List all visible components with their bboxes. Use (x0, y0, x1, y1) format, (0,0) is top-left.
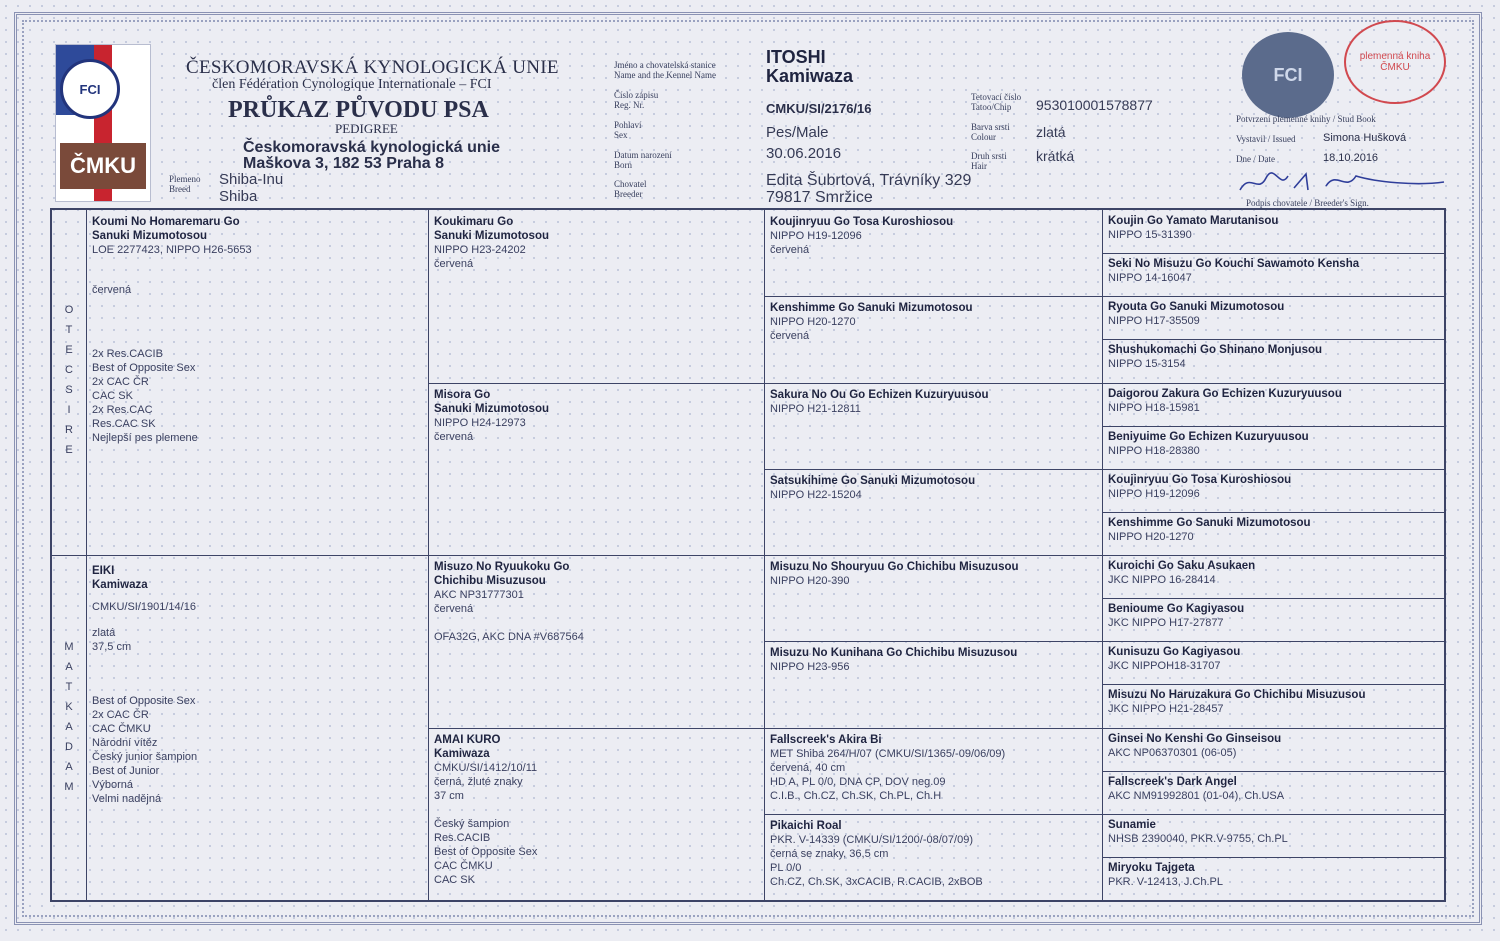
pedigree-text: NIPPO H20-1270 (770, 316, 856, 329)
pedigree-text: C.I.B., Ch.CZ, Ch.SK, Ch.PL, Ch.H (770, 789, 942, 802)
issued-label: Vystavil / Issued (1236, 134, 1296, 144)
great-great-grandparent-cell (1108, 602, 1438, 630)
pedigree-text: Nejlepší pes plemene (92, 432, 198, 444)
pedigree-text: Misuzu No Haruzakura Go Chichibu Misuzusou (1108, 689, 1366, 702)
dog-reg-number: CMKU/SI/2176/16 (766, 101, 872, 116)
grandparent-cell (434, 388, 758, 444)
pedigree-text: zlatá (92, 627, 116, 639)
sex-label: Pohlaví Sex (614, 120, 642, 140)
pedigree-text: PKR. V-12413, J.Ch.PL (1108, 875, 1223, 888)
great-great-grandparent-cell (1108, 775, 1438, 803)
great-grandparent-cell (770, 388, 1096, 416)
pedigree-text: Koumi No Homaremaru Go (92, 216, 240, 228)
pedigree-text: 2x CAC ČR (92, 376, 149, 388)
pedigree-text: AKC NM91992801 (01-04), Ch.USA (1108, 789, 1285, 802)
pedigree-text: NIPPO H18-28380 (1108, 444, 1200, 457)
great-grandparent-cell (770, 474, 1096, 502)
pedigree-text: Daigorou Zakura Go Echizen Kuzuryuusou (1108, 387, 1342, 400)
pedigree-text: Fallscreek's Dark Angel (1108, 775, 1237, 788)
pedigree-text: Beniyuime Go Echizen Kuzuryuusou (1108, 430, 1309, 443)
great-great-grandparent-cell (1108, 818, 1438, 846)
pedigree-text: červená (434, 430, 474, 443)
pedigree-text: Best of Opposite Sex (92, 362, 196, 374)
issue-date: 18.10.2016 (1323, 152, 1379, 164)
pedigree-text: Kuroichi Go Saku Asukaen (1108, 560, 1256, 572)
pedigree-text: CMKU/SI/1412/10/11 (434, 761, 538, 774)
pedigree-text: 37 cm (434, 789, 464, 802)
pedigree-text: Koukimaru Go (434, 216, 514, 228)
pedigree-text: Best of Junior (92, 765, 160, 777)
great-grandparent-cell (770, 819, 1096, 889)
great-grandparent-cell (770, 646, 1096, 674)
stud-book-label: Potvrzení plemenné knihy / Stud Book (1236, 114, 1376, 124)
breeder-label: Chovatel Breeder (614, 179, 647, 199)
pedigree-text: Satsukihime Go Sanuki Mizumotosou (770, 474, 976, 487)
colour-label: Barva srsti Colour (971, 122, 1010, 142)
great-great-grandparent-cell (1108, 257, 1438, 285)
fci-globe-icon: FCI (60, 59, 120, 119)
great-great-grandparent-cell (1108, 559, 1438, 587)
issuer-name: Českomoravská kynologická unie (243, 139, 500, 156)
pedigree-text: červená (770, 244, 810, 256)
pedigree-text: Sanuki Mizumotosou (92, 230, 207, 242)
pedigree-text: Fallscreek's Akira Bi (770, 733, 882, 746)
cmku-fci-logo (55, 44, 151, 202)
pedigree-text: PL 0/0 (770, 861, 802, 874)
breed-label: Plemeno Breed (169, 174, 201, 194)
pedigree-text: NIPPO H22-15204 (770, 488, 862, 501)
pedigree-text: Shushukomachi Go Shinano Monjusou (1108, 344, 1323, 357)
pedigree-text: Kenshimme Go Sanuki Mizumotosou (770, 302, 973, 315)
pedigree-text: Chichibu Misuzusou (434, 575, 546, 587)
pedigree-text: Kunisuzu Go Kagiyasou (1108, 646, 1241, 659)
great-great-grandparent-cell (1108, 645, 1438, 673)
reg-label: Číslo zápisu Reg. Nr. (614, 90, 659, 110)
org-name: ČESKOMORAVSKÁ KYNOLOGICKÁ UNIE (186, 57, 559, 78)
pedigree-text: červená (770, 330, 810, 343)
pedigree-text: CAC SK (92, 390, 133, 402)
great-great-grandparent-cell (1108, 300, 1438, 328)
pedigree-text: Misuzu No Kunihana Go Chichibu Misuzusou (770, 647, 1018, 660)
issued-by: Simona Hušková (1323, 132, 1407, 144)
pedigree-text: Misuzo No Ryuukoku Go (434, 561, 570, 573)
date-label: Dne / Date (1236, 154, 1275, 164)
pedigree-text: JKC NIPPO 16-28414 (1108, 574, 1216, 586)
pedigree-text: Sanuki Mizumotosou (434, 230, 549, 242)
pedigree-text: JKC NIPPOH18-31707 (1108, 660, 1221, 673)
pedigree-text (434, 616, 758, 630)
dam-side-label: M A T K A D A M (64, 641, 74, 793)
cmku-logo-icon: ČMKU (60, 143, 146, 189)
great-great-grandparent-cell (1108, 516, 1438, 544)
great-grandparent-cell (770, 215, 1096, 257)
breed-value-1: Shiba-Inu (219, 171, 284, 188)
pedigree-text: CAC SK (434, 873, 475, 886)
pedigree-text: 2x Res.CAC (92, 404, 153, 416)
pedigree-text: CAC ČMKU (434, 859, 493, 872)
pedigree-text: AMAI KURO (434, 733, 501, 746)
sire-side-label: O T E C S I R E (64, 304, 74, 456)
name-label: Jméno a chovatelská stanice Name and the Kennel Name (614, 60, 716, 80)
breed-value-2: Shiba (219, 188, 258, 205)
pedigree-text: JKC NIPPO H17-27877 (1108, 617, 1224, 630)
pedigree-text: Misora Go (434, 388, 491, 401)
pedigree-text: Ginsei No Kenshi Go Ginseisou (1108, 732, 1282, 745)
pedigree-text: Sakura No Ou Go Echizen Kuzuryuusou (770, 388, 989, 401)
dog-name: ITOSHI (766, 47, 826, 67)
pedigree-table (50, 208, 1446, 902)
pedigree-text: červená (434, 258, 474, 270)
pedigree-text: EIKI (92, 565, 115, 577)
pedigree-text: Seki No Misuzu Go Kouchi Sawamoto Kensha (1108, 258, 1360, 271)
dam-cell (92, 560, 422, 806)
pedigree-text: Ch.CZ, Ch.SK, 3xCACIB, R.CACIB, 2xBOB (770, 875, 983, 888)
pedigree-text: AKC NP06370301 (06-05) (1108, 746, 1237, 759)
pedigree-text: NIPPO H18-15981 (1108, 401, 1200, 414)
great-great-grandparent-cell (1108, 387, 1438, 415)
pedigree-text: Český šampion (434, 817, 510, 830)
pedigree-text: Ryouta Go Sanuki Mizumotosou (1108, 301, 1285, 314)
pedigree-text: Benioume Go Kagiyasou (1108, 603, 1245, 616)
great-grandparent-cell (770, 301, 1096, 343)
pedigree-text: 2x CAC ČR (92, 709, 149, 721)
pedigree-text: NIPPO H24-12973 (434, 416, 526, 429)
grandparent-cell (434, 560, 758, 644)
pedigree-text: NIPPO H19-12096 (770, 230, 862, 242)
pedigree-text (434, 803, 758, 817)
pedigree-text: Kamiwaza (434, 747, 490, 760)
pedigree-text: MET Shiba 264/H/07 (CMKU/SI/1365/-09/06/09) (770, 747, 1006, 760)
pedigree-text: Best of Opposite Sex (92, 695, 196, 707)
pedigree-text: NIPPO H21-12811 (770, 402, 861, 415)
document-subtitle: PEDIGREE (335, 121, 398, 136)
pedigree-text: Pikaichi Roal (770, 819, 842, 832)
pedigree-text: Res.CACIB (434, 831, 491, 844)
pedigree-text: NHSB 2390040, PKR.V-9755, Ch.PL (1108, 832, 1288, 845)
pedigree-text: 2x Res.CACIB (92, 348, 163, 360)
sire-cell (92, 215, 422, 445)
pedigree-text: Kamiwaza (92, 579, 148, 591)
hair-value: krátká (1036, 148, 1075, 164)
great-grandparent-cell (770, 560, 1096, 588)
great-great-grandparent-cell (1108, 214, 1438, 242)
pedigree-text: Národní vítěz (92, 737, 158, 749)
pedigree-text: Koujinryuu Go Tosa Kuroshiosou (770, 216, 954, 228)
pedigree-text: 37,5 cm (92, 641, 132, 653)
pedigree-text: JKC NIPPO H21-28457 (1108, 703, 1224, 716)
breeder-line-1: Edita Šubrtová, Trávníky 329 (766, 172, 972, 189)
dog-born: 30.06.2016 (766, 145, 842, 162)
pedigree-text: Výborná (92, 779, 133, 791)
pedigree-text: PKR. V-14339 (CMKU/SI/1200/-08/07/09) (770, 833, 973, 846)
dog-sex: Pes/Male (766, 124, 829, 141)
chip-label: Tetovací číslo Tatoo/Chip (971, 92, 1022, 112)
pedigree-text: Res.CAC SK (92, 418, 156, 430)
pedigree-text: Český junior šampion (92, 751, 198, 763)
breeder-signature (1236, 168, 1448, 198)
chip-number: 953010001578877 (1036, 97, 1153, 113)
pedigree-text: OFA32G, AKC DNA #V687564 (434, 631, 584, 643)
pedigree-text: NIPPO H20-390 (770, 575, 850, 587)
pedigree-text: HD A, PL 0/0, DNA CP, DOV neg.09 (770, 775, 946, 788)
pedigree-text: CAC ČMKU (92, 723, 151, 735)
sign-label: Podpis chovatele / Breeder's Sign. (1246, 198, 1369, 208)
pedigree-text: Misuzu No Shouryuu Go Chichibu Misuzusou (770, 561, 1019, 573)
issuer-address: Maškova 3, 182 53 Praha 8 (243, 155, 445, 172)
pedigree-text: NIPPO H19-12096 (1108, 487, 1200, 500)
great-great-grandparent-cell (1108, 861, 1438, 889)
born-label: Datum narození Born (614, 150, 672, 170)
pedigree-text: červená (434, 603, 474, 615)
breeder-line-2: 79817 Smržice (766, 189, 873, 206)
cmku-stamp: plemenná kniha ČMKU (1344, 20, 1446, 104)
pedigree-text: Best of Opposite Sex (434, 845, 538, 858)
document-title: PRŮKAZ PŮVODU PSA (228, 97, 489, 123)
pedigree-text: NIPPO 15-3154 (1108, 358, 1186, 371)
fci-membership: člen Fédération Cynologique Internationale – FCI (212, 77, 492, 92)
pedigree-text: červená (92, 284, 132, 296)
great-great-grandparent-cell (1108, 343, 1438, 371)
dog-kennel: Kamiwaza (766, 66, 854, 86)
grandparent-cell (434, 733, 758, 887)
fci-hologram-seal: FCI (1242, 32, 1334, 118)
pedigree-text: NIPPO 15-31390 (1108, 229, 1192, 241)
pedigree-text: černá se znaky, 36,5 cm (770, 847, 889, 860)
pedigree-text: CMKU/SI/1901/14/16 (92, 601, 196, 613)
great-great-grandparent-cell (1108, 732, 1438, 760)
pedigree-text: NIPPO H23-24202 (434, 244, 526, 256)
pedigree-text: černá, žluté znaky (434, 775, 523, 788)
hair-label: Druh srsti Hair (971, 151, 1007, 171)
grandparent-cell (434, 215, 758, 271)
pedigree-text: Kenshimme Go Sanuki Mizumotosou (1108, 516, 1311, 529)
pedigree-text: NIPPO H17-35509 (1108, 315, 1200, 328)
pedigree-text: NIPPO H20-1270 (1108, 530, 1194, 543)
great-great-grandparent-cell (1108, 430, 1438, 458)
great-grandparent-cell (770, 733, 1096, 803)
great-great-grandparent-cell (1108, 688, 1438, 716)
pedigree-text: Koujinryuu Go Tosa Kuroshiosou (1108, 473, 1292, 486)
pedigree-text: červená, 40 cm (770, 761, 846, 774)
pedigree-text: NIPPO 14-16047 (1108, 272, 1192, 285)
pedigree-text: Koujin Go Yamato Marutanisou (1108, 215, 1279, 227)
pedigree-text: NIPPO H23-956 (770, 661, 850, 674)
pedigree-text: Velmi nadějná (92, 793, 162, 805)
pedigree-text: Sunamie (1108, 818, 1156, 831)
pedigree-text: AKC NP31777301 (434, 589, 524, 601)
great-great-grandparent-cell (1108, 473, 1438, 501)
pedigree-text: LOE 2277423, NIPPO H26-5653 (92, 244, 252, 256)
pedigree-text: Miryoku Tajgeta (1108, 861, 1195, 874)
colour-value: zlatá (1036, 124, 1066, 140)
pedigree-text: Sanuki Mizumotosou (434, 402, 549, 415)
